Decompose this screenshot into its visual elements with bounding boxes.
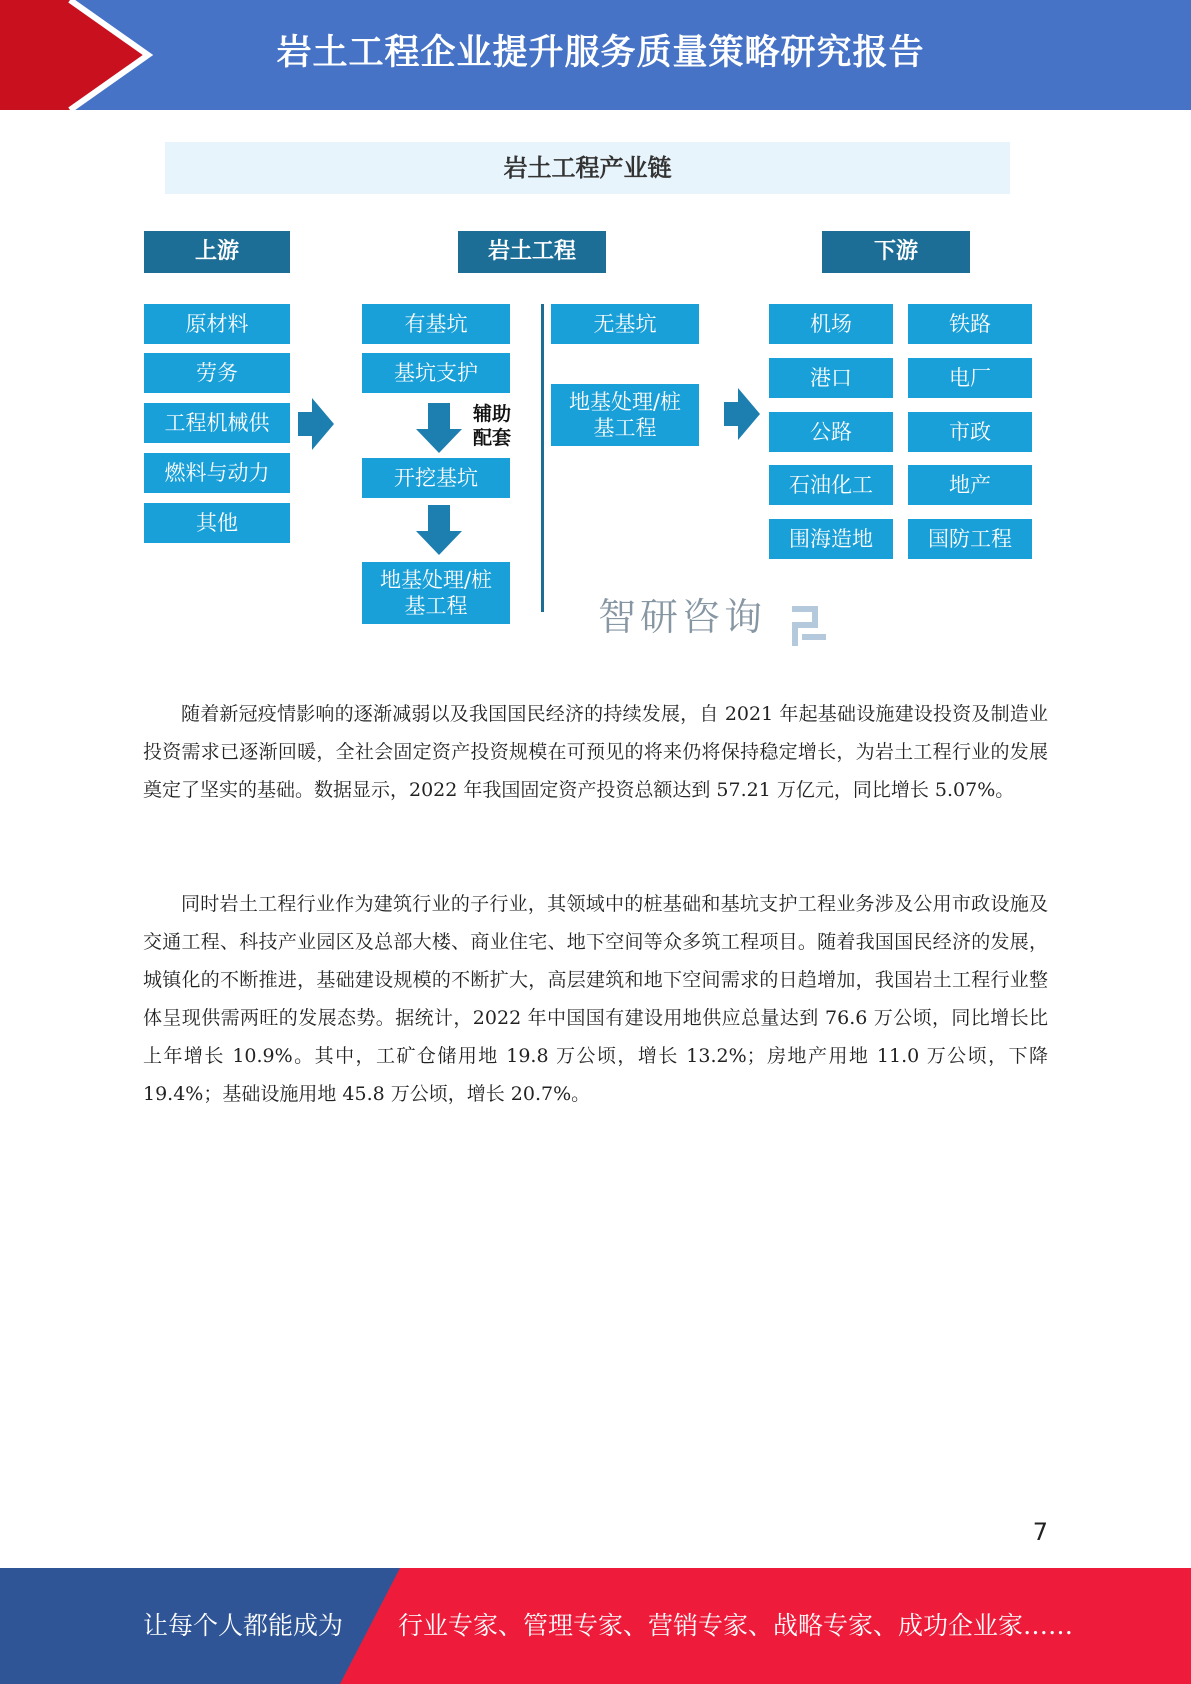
without-pit-item: 无基坑	[551, 304, 699, 344]
upstream-item: 工程机械供	[144, 403, 290, 443]
midstream-header: 岩土工程	[458, 231, 606, 273]
downstream-item: 石油化工	[769, 465, 893, 505]
without-pit-item: 地基处理/桩基工程	[551, 384, 699, 446]
upstream-item: 其他	[144, 503, 290, 543]
page-header	[0, 0, 1191, 110]
downstream-item: 铁路	[908, 304, 1032, 344]
footer-slogan-right: 行业专家、管理专家、营销专家、战略专家、成功企业家……	[398, 1611, 1074, 1640]
body-paragraph: 随着新冠疫情影响的逐渐减弱以及我国国民经济的持续发展，自 2021 年起基础设施建设投资及制造业投资需求已逐渐回暖，全社会固定资产投资规模在可预见的将来仍将保持稳定增长，为岩土工程行业的发展奠定了坚实的基础。数据显示，2022 年我国固定资产投资总额达到 57.21 万亿元，同比增长 5.07%。	[143, 703, 1048, 801]
downstream-item: 港口	[769, 358, 893, 398]
downstream-item: 机场	[769, 304, 893, 344]
auxiliary-label: 辅助配套	[473, 403, 512, 449]
watermark-logo	[792, 606, 832, 646]
down-arrow-icon	[416, 505, 462, 555]
report-title: 岩土工程企业提升服务质量策略研究报告	[276, 33, 925, 73]
with-pit-item: 有基坑	[362, 304, 510, 344]
downstream-item: 公路	[769, 412, 893, 452]
header-arrow-decoration	[0, 0, 160, 110]
downstream-header: 下游	[822, 231, 970, 273]
page-number: 7	[1032, 1518, 1048, 1546]
with-pit-item: 基坑支护	[362, 353, 510, 393]
diagram-title: 岩土工程产业链	[165, 142, 1010, 194]
downstream-item: 国防工程	[908, 519, 1032, 559]
upstream-header: 上游	[144, 231, 290, 273]
upstream-item: 燃料与动力	[144, 453, 290, 493]
body-paragraph: 同时岩土工程行业作为建筑行业的子行业，其领域中的桩基础和基坑支护工程业务涉及公用市政设施及交通工程、科技产业园区及总部大楼、商业住宅、地下空间等众多筑工程项目。随着我国国民经济的发展，城镇化的不断推进，基础建设规模的不断扩大，高层建筑和地下空间需求的日趋增加，我国岩土工程行业整体呈现供需两旺的发展态势。据统计，2022 年中国国有建设用地供应总量达到 76.6 万公顷，同比增长比上年增长 10.9%。其中，工矿仓储用地 19.8 万公顷，增长 13.2%；房地产用地 11.0 万公顷，下降 19.4%；基础设施用地 45.8 万公顷，增长 20.7%。	[143, 893, 1048, 1105]
upstream-item: 原材料	[144, 304, 290, 344]
upstream-item: 劳务	[144, 353, 290, 393]
downstream-item: 市政	[908, 412, 1032, 452]
with-pit-item: 开挖基坑	[362, 458, 510, 498]
downstream-item: 围海造地	[769, 519, 893, 559]
downstream-item: 电厂	[908, 358, 1032, 398]
right-arrow-icon	[724, 388, 760, 440]
with-pit-item: 地基处理/桩基工程	[362, 562, 510, 624]
page-footer	[0, 1568, 1191, 1684]
industry-chain-diagram	[140, 138, 1050, 658]
footer-slogan-left: 让每个人都能成为	[143, 1611, 344, 1640]
divider-line	[541, 304, 544, 612]
down-arrow-icon	[416, 403, 462, 453]
watermark-text: 智研咨询	[598, 595, 767, 639]
downstream-item: 地产	[908, 465, 1032, 505]
right-arrow-icon	[298, 398, 334, 450]
